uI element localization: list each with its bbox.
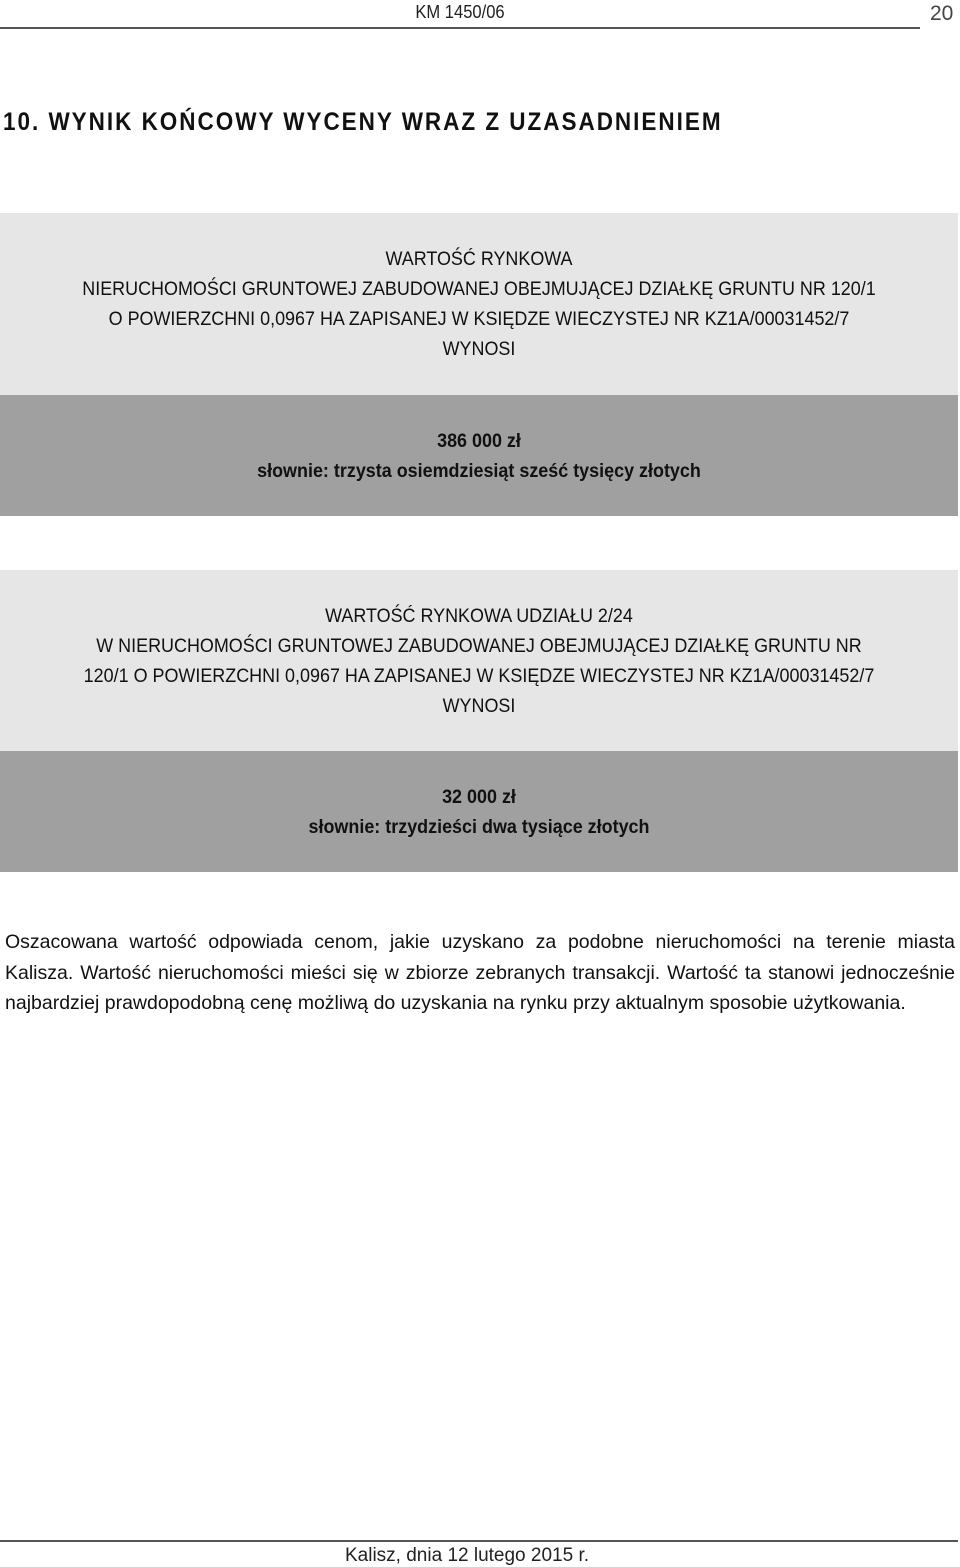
- value-amount: 32 000 zł: [442, 785, 516, 808]
- section-title: 10. WYNIK KOŃCOWY WYCENY WRAZ Z UZASADNIENIEM: [3, 108, 723, 136]
- value-in-words: słownie: trzydzieści dwa tysiące złotych: [308, 815, 650, 838]
- value-in-words: słownie: trzysta osiemdziesiąt sześć tysięcy złotych: [257, 459, 701, 482]
- footer-divider: [0, 1540, 958, 1542]
- description-line: WARTOŚĆ RYNKOWA: [385, 248, 573, 270]
- footer-place-date: Kalisz, dnia 12 lutego 2015 r.: [345, 1545, 590, 1566]
- share-value-description: [0, 570, 958, 751]
- page-number: 20: [930, 2, 954, 25]
- market-value-result: [0, 395, 958, 516]
- header-divider: [0, 27, 920, 29]
- share-value-result: [0, 751, 958, 872]
- description-line: O POWIERZCHNI 0,0967 HA ZAPISANEJ W KSIĘDZE WIECZYSTEJ NR KZ1A/00031452/7: [108, 308, 850, 330]
- description-line: WYNOSI: [442, 338, 516, 360]
- description-line: WYNOSI: [442, 694, 516, 717]
- header-doc-number: KM 1450/06: [415, 2, 505, 22]
- justification-paragraph: Oszacowana wartość odpowiada cenom, jakie uzyskano za podobne nieruchomości na terenie miasta Kalisza. Wartość nieruchomości mieści się w zbiorze zebranych transakcji. Wartość ta stanowi jednocześnie najbardziej prawdopodobną cenę możliwą do uzyskania na rynku przy aktualnym sposobie użytkowania.: [5, 931, 955, 1014]
- description-line: 120/1 O POWIERZCHNI 0,0967 HA ZAPISANEJ W KSIĘDZE WIECZYSTEJ NR KZ1A/00031452/7: [83, 664, 875, 687]
- description-line: W NIERUCHOMOŚCI GRUNTOWEJ ZABUDOWANEJ OBEJMUJĄCEJ DZIAŁKĘ GRUNTU NR: [96, 634, 862, 657]
- description-line: NIERUCHOMOŚCI GRUNTOWEJ ZABUDOWANEJ OBEJMUJĄCEJ DZIAŁKĘ GRUNTU NR 120/1: [82, 278, 876, 300]
- value-amount: 386 000 zł: [437, 429, 521, 452]
- market-value-description: [0, 213, 958, 395]
- description-line: WARTOŚĆ RYNKOWA UDZIAŁU 2/24: [325, 604, 633, 627]
